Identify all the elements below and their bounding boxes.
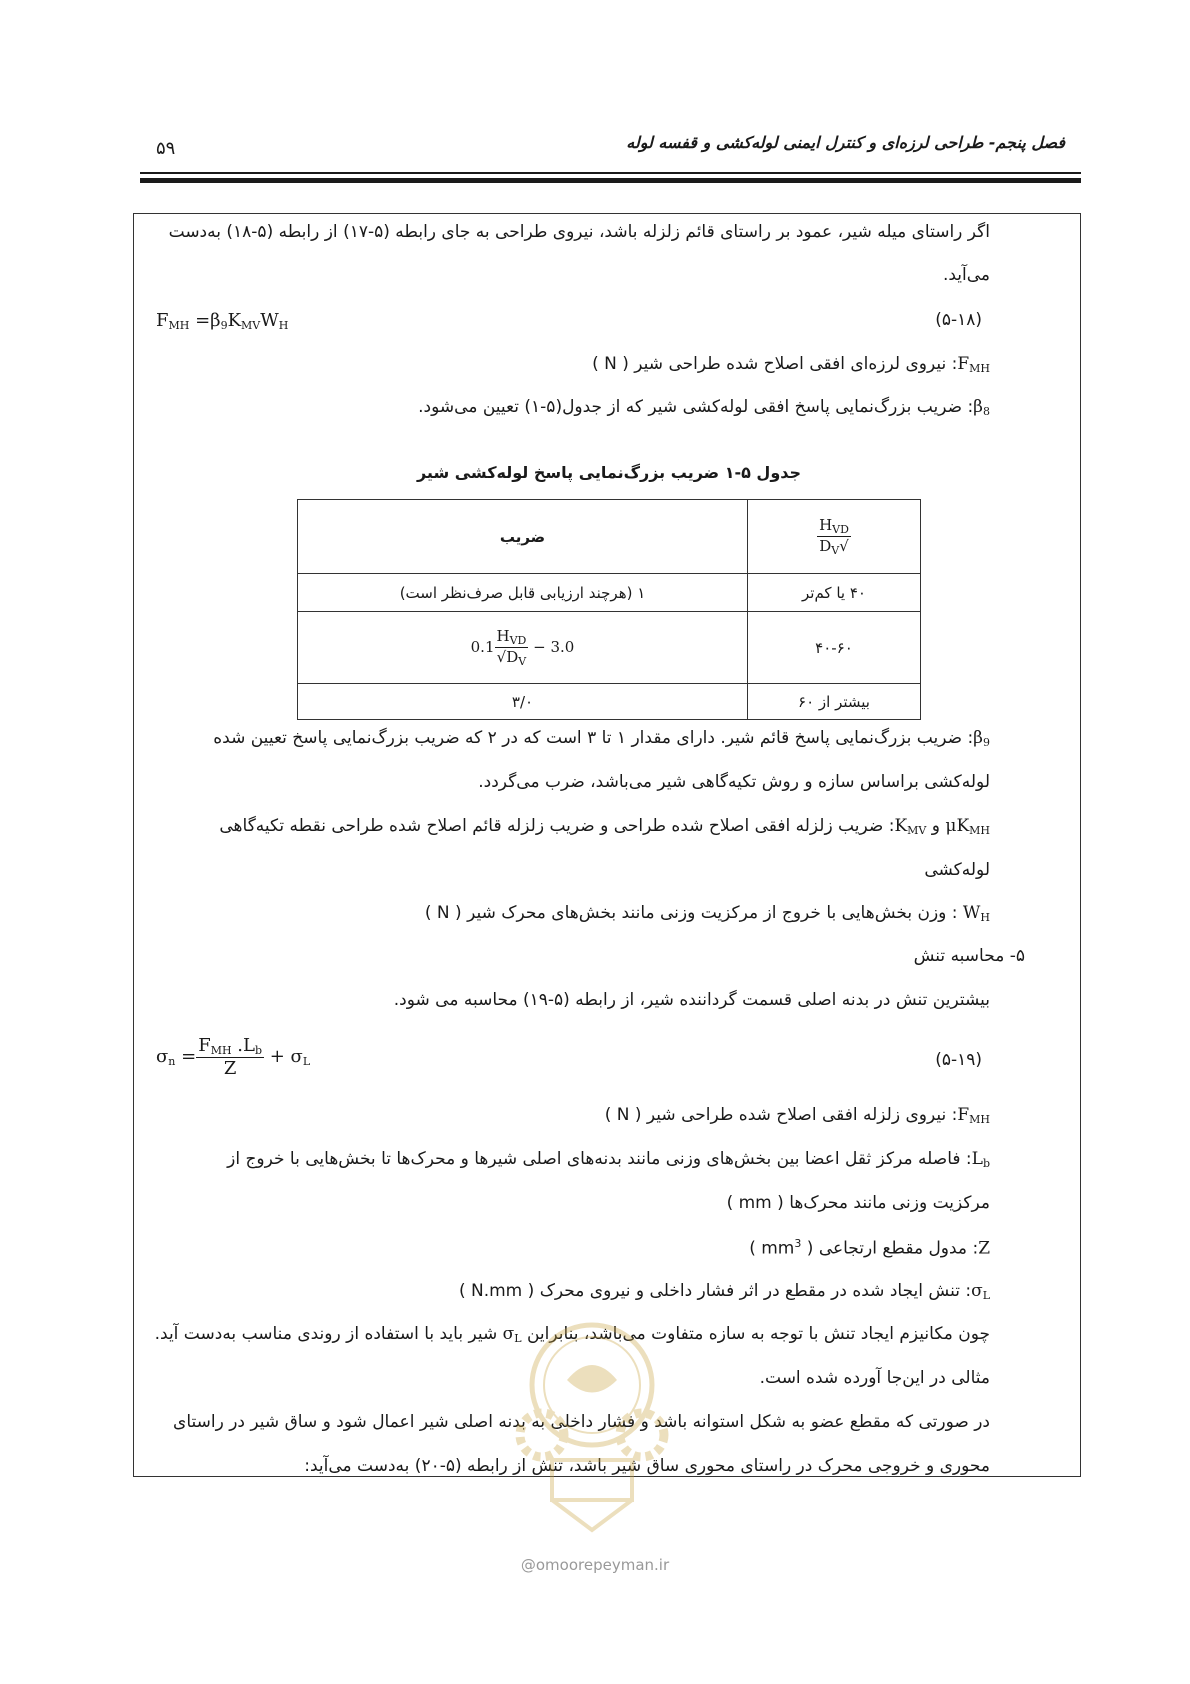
formula-v: V [518, 655, 527, 668]
header-rule-thin [140, 172, 1081, 174]
section-heading: ۵- محاسبه تنش [913, 946, 1025, 966]
paragraph-valve-stem: اگر راستای میله شیر، عمود بر راستای قائم زلزله باشد، نیروی طراحی به جای رابطه (۵-۱۷) از رابطه (۵-۱۸) به‌دست [168, 222, 990, 242]
row3-range: بیشتر از ۶۰ [748, 684, 921, 720]
symbol-sigma: σ [502, 1324, 515, 1344]
ratio-h: H [819, 516, 833, 534]
definition-k-text: : ضریب زلزله افقی اصلاح شده طراحی و ضریب زلزله قائم اصلاح شده طراحی نقطه تکیه‌گاهی [219, 816, 895, 836]
row1-coef: ۱ (هرچند ارزیابی قابل صرف‌نظر است) [298, 574, 748, 612]
eq19-sigma: σ [156, 1046, 169, 1067]
ratio-d: D [819, 537, 832, 555]
formula: 0.1 $\frac{H_{VD}}{√D_V}$ − 3.0 [470, 627, 575, 668]
eq19-den: Z [223, 1058, 237, 1079]
symbol-z: Z [978, 1238, 990, 1259]
symbol-beta: β [973, 397, 983, 417]
eq18-lhs-sub: MH [168, 319, 190, 332]
row2-coef [298, 612, 748, 684]
mechanism-text-b: شیر باید با استفاده از روندی مناسب به‌دست آید. [154, 1324, 503, 1344]
symbol-l-sub: L [514, 1332, 522, 1345]
row2-range: ۴۰-۶۰ [748, 612, 921, 684]
definition-lb-text: : فاصله مرکز ثقل اعضا بین بخش‌های وزنی مانند بدنه‌های اصلی شیرها و محرک‌ها تا بخش‌هایی با خروج از [227, 1149, 972, 1169]
eq18-beta-sub: 9 [220, 319, 228, 332]
symbol-f: F [957, 354, 970, 374]
definition-lb-line2: مرکزیت وزنی مانند محرک‌ها ( mm ) [726, 1193, 990, 1213]
formula-post: − 3.0 [533, 637, 575, 656]
eq19-eq: = [175, 1046, 197, 1067]
definition-k-and: و [926, 816, 946, 836]
equation-18 [156, 310, 288, 332]
definition-fmh-quake [605, 1105, 990, 1126]
definition-beta9-line2: لوله‌کشی براساس سازه و روش تکیه‌گاهی شیر می‌باشد، ضرب می‌گردد. [478, 772, 990, 792]
definition-wh-text: : وزن بخش‌هایی با خروج از مرکزیت وزنی مانند بخش‌های محرک شیر ( N ) [424, 903, 963, 923]
symbol-b: b [982, 1157, 990, 1170]
ratio-vd: VD [832, 523, 849, 536]
definition-k-line2: لوله‌کشی [924, 860, 990, 880]
eq18-w-sub: H [278, 319, 289, 332]
eq18-eq: =β [189, 310, 221, 331]
symbol-mu-k: μK [945, 816, 970, 836]
definition-z-end: ) [749, 1238, 762, 1259]
coefficient-table [297, 499, 921, 720]
symbol-beta: β [973, 728, 983, 748]
definition-k-line1 [146, 816, 990, 837]
formula-h: H [496, 627, 510, 645]
row3-coef: ۳/۰ [298, 684, 748, 720]
paragraph-mechanism-line2: مثالی در این‌جا آورده شده است. [759, 1368, 990, 1388]
eq18-w: W [260, 310, 279, 331]
symbol-l-sub: L [982, 1289, 990, 1302]
definition-sigma-l-text: : تنش ایجاد شده در مقطع در اثر فشار داخلی و نیروی محرک ( N.mm ) [458, 1281, 972, 1301]
formula-pre: 0.1 [470, 637, 495, 656]
eq18-k-sub: MV [241, 319, 261, 332]
footer-site-watermark: @omoorepeyman.ir [520, 1556, 670, 1574]
eq19-num-mh: MH [210, 1044, 232, 1057]
symbol-mv: MV [907, 824, 927, 837]
eq19-n: n [168, 1055, 176, 1068]
mechanism-text-a: چون مکانیزم ایجاد تنش با توجه به سازه متفاوت می‌باشد، بنابراین [521, 1324, 990, 1344]
symbol-mh: MH [969, 362, 990, 375]
symbol-mh: MH [969, 1113, 990, 1126]
table-row [298, 612, 921, 684]
table-header-row [298, 500, 921, 574]
definition-lb-line1 [146, 1149, 990, 1170]
table-caption: جدول ۵-۱ ضریب بزرگ‌نمایی پاسخ لوله‌کشی شیر [416, 463, 802, 482]
symbol-8: 8 [983, 405, 990, 418]
symbol-k: K [894, 816, 908, 836]
definition-z-text: : مدول مقطع ارتجاعی ( mm [761, 1238, 979, 1259]
symbol-l: L [971, 1149, 983, 1169]
definition-sigma-l [459, 1281, 990, 1302]
row1-range: ۴۰ یا کم‌تر [748, 574, 921, 612]
definition-beta9-line1 [146, 728, 990, 749]
header-rule-thick [140, 178, 1081, 183]
paragraph-cylinder-line1: در صورتی که مقطع عضو به شکل استوانه باشد و فشار داخلی به بدنه اصلی شیر اعمال شود و ساق شیر در راستای [173, 1412, 990, 1432]
eq19-plus: + σ [264, 1046, 303, 1067]
definition-beta9-text: : ضریب بزرگ‌نمایی پاسخ قائم شیر. دارای مقدار ۱ تا ۳ است که در ۲ که ضریب بزرگ‌نمایی پاسخ تعیین شده [213, 728, 974, 748]
table-header-coef: ضریب [298, 500, 748, 574]
eq18-k: K [227, 310, 242, 331]
symbol-9: 9 [983, 736, 990, 749]
symbol-mh: MH [969, 824, 990, 837]
table-row [298, 574, 921, 612]
ratio-v: V [831, 544, 840, 557]
table-row [298, 684, 921, 720]
table-header-ratio [748, 500, 921, 574]
equation-19 [156, 1035, 310, 1079]
symbol-f: F [957, 1105, 970, 1125]
eq19-num-b: b [254, 1044, 263, 1057]
symbol-w: W [962, 903, 981, 923]
formula-d: D [506, 648, 519, 666]
chapter-title: فصل پنجم- طراحی لرزه‌ای و کنترل ایمنی لوله‌کشی و قفسه لوله [626, 133, 1065, 152]
equation-18-number: (۵-۱۸) [935, 310, 982, 330]
symbol-h: H [980, 911, 990, 924]
publisher-seal-watermark [497, 1310, 687, 1540]
definition-fmh2-text: : نیروی زلزله افقی اصلاح شده طراحی شیر ( N ) [604, 1105, 958, 1125]
definition-beta8-text: : ضریب بزرگ‌نمایی پاسخ افقی لوله‌کشی شیر که از جدول(۵-۱) تعیین می‌شود. [418, 397, 974, 417]
paragraph-valve-stem-end: می‌آید. [942, 265, 990, 285]
formula-vd: VD [509, 634, 527, 647]
definition-fmh-seismic [592, 354, 990, 375]
symbol-sigma: σ [971, 1281, 983, 1301]
equation-19-number: (۵-۱۹) [935, 1050, 982, 1070]
symbol-cube: 3 [794, 1237, 802, 1250]
paragraph-cylinder-line2: محوری و خروجی محرک در راستای محوری ساق شیر باشد، تنش از رابطه (۵-۲۰) به‌دست می‌آید: [304, 1456, 990, 1476]
definition-beta8 [418, 397, 990, 418]
definition-fmh-text: : نیروی لرزه‌ای افقی اصلاح شده طراحی شیر ( N ) [592, 354, 958, 374]
eq19-num-dot: .L [231, 1035, 255, 1056]
ratio-fraction: $\frac{H_{VD}}{√D_V}$ [819, 516, 849, 557]
eq18-lhs: F [156, 310, 169, 331]
eq19-num-f: F [198, 1035, 211, 1056]
page-number: ۵۹ [156, 138, 176, 159]
definition-wh [425, 903, 990, 924]
eq19-l: L [302, 1055, 311, 1068]
definition-z [749, 1237, 990, 1259]
paragraph-stress: بیشترین تنش در بدنه اصلی قسمت گرداننده شیر، از رابطه (۵-۱۹) محاسبه می شود. [393, 990, 990, 1010]
